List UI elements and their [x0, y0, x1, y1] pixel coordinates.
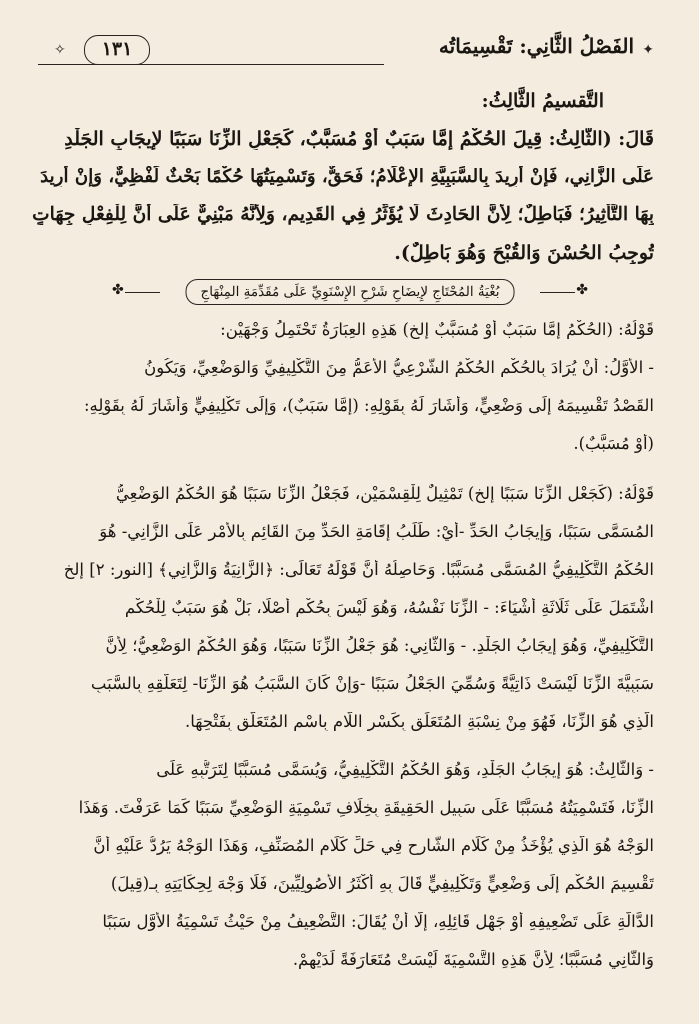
commentary-line: تَقْسِيمَ الحُكْمِ إِلَى وَضْعِيٍّ وَتَكْلِيفِيٍّ قَالَ بِهِ أَكْثَرُ الأُصُولِيِّينَ، فَلَا وَجْهَ لِحِكَايَتِهِ بِـ(قِيلَ) — [110, 874, 654, 893]
commentary-line: القَصْدُ تَقْسِيمَهُ إِلَى وَضْعِيٍّ، وَأَشَارَ لَهُ بِقَوْلِهِ: (إِمَّا سَبَبٌ)، وَإِلَى تَكْلِيفِيٍّ وَأَشَارَ لَهُ بِقَوْلِهِ: — [83, 396, 654, 415]
section-heading: التَّقسيمُ الثَّالِثُ: — [481, 90, 604, 112]
matn-line: عَلَى الزَّانِي، فَإِنْ أُرِيدَ بِالسَّبَبِيَّةِ الإِعْلَامُ؛ فَحَقٌّ، وَتَسْمِيَتُهَا حُكْمًا بَحْثٌ لَفْظِيٌّ، وَإِنْ أُرِيدَ — [40, 166, 654, 187]
matn-line: تُوجِبُ الحُسْنَ وَالقُبْحَ وَهُوَ بَاطِلٌ). — [394, 242, 654, 264]
commentary-line: سَبَبِيَّةَ الزِّنَا لَيْسَتْ ذَاتِيَّةً وَسُمِّيَ الجَعْلُ سَبَبًا -وَإِنْ كَانَ السَّبَبُ هُوَ الزِّنَا- لِتَعَلُّقِهِ بِالسَّبَبِ — [90, 674, 654, 693]
ornament-icon: ✤ — [576, 282, 588, 298]
commentary-line: قَوْلُهُ: (الحُكْمُ إِمَّا سَبَبٌ أَوْ مُسَبَّبٌ إلخ) هَذِهِ العِبَارَةُ تَحْتَمِلُ وَجْهَيْنِ: — [220, 320, 654, 339]
ornament-icon: ✧ — [54, 42, 66, 58]
commentary-line: (أَوْ مُسَبَّبٌ). — [573, 434, 654, 453]
commentary-line: المُسَمَّى سَبَبًا، وَإِيجَابُ الحَدِّ -أَيْ: طَلَبُ إِقَامَةِ الحَدِّ مِنَ القَائِمِ بِالأَمْرِ عَلَى الزَّانِي- هُوَ — [99, 522, 654, 541]
divider-rule — [125, 292, 160, 293]
commentary-line: قَوْلُهُ: (كَجَعْلِ الزِّنَا سَبَبًا إلخ) تَمْثِيلٌ لِلْقِسْمَيْنِ، فَجَعْلُ الزِّنَا سَبَبًا هُوَ الحُكْمُ الوَضْعِيُّ — [115, 484, 654, 503]
commentary-line: الدَّالَّةِ عَلَى تَضْعِيفِهِ أَوْ جَهْلِ قَائِلِهِ، إِلَّا أَنْ يُقَالَ: التَّضْعِيفُ مِنْ حَيْثُ تَسْمِيَةُ الأَوَّلِ سَبَبًا — [102, 912, 654, 931]
commentary-divider — [112, 279, 588, 307]
divider-rule — [540, 292, 575, 293]
commentary-line: التَّكْلِيفِيِّ، وَهُوَ إِيجَابُ الجَلْدِ. - وَالثَّانِي: هُوَ جَعْلُ الزِّنَا سَبَبًا، وَهُوَ الحُكْمُ الوَضْعِيُّ؛ لِأَنَّ — [105, 636, 654, 655]
commentary-line: الزِّنَا، فَتَسْمِيَتُهُ مُسَبَّبًا عَلَى سَبِيلِ الحَقِيقَةِ بِخِلَافِ تَسْمِيَةِ الوَضْعِيِّ سَبَبًا كَمَا عَرَفْتَ. وَهَذَا — [78, 798, 654, 817]
header-rule — [38, 64, 384, 65]
commentary-line: وَالثَّانِي مُسَبَّبًا؛ لِأَنَّ هَذِهِ التَّسْمِيَةَ لَيْسَتْ مُتَعَارَفَةً لَدَيْهِمْ. — [292, 950, 654, 969]
page-number: ١٣١ — [84, 35, 150, 65]
chapter-title: الفَصْلُ الثَّانِي: تَقْسِيمَاتُه — [438, 34, 634, 58]
ornament-icon: ✤ — [112, 282, 124, 298]
commentary-line: - وَالثَّالِثُ: هُوَ إِيجَابُ الجَلْدِ، وَهُوَ الحُكْمُ التَّكْلِيفِيُّ، وَيُسَمَّى مُسَبَّبًا لِتَرَتُّبِهِ عَلَى — [156, 760, 654, 779]
commentary-line: الوَجْهُ هُوَ الَّذِي يُؤْخَذُ مِنْ كَلَامِ الشَّارِحِ فِي حَلِّ كَلَامِ المُصَنِّفِ، وَهَذَا الوَجْهُ يَرُدُّ عَلَيْهِ أَنَّ — [93, 836, 654, 855]
commentary-line: - الأَوَّلُ: أَنْ يُرَادَ بِالحُكْمِ الحُكْمُ الشَّرْعِيُّ الأَعَمُّ مِنَ التَّكْلِيفِيِّ وَالوَضْعِيِّ، وَيَكُونُ — [144, 358, 654, 377]
matn-line: بِهَا التَّأْثِيرُ؛ فَبَاطِلٌ؛ لِأَنَّ الحَادِثَ لَا يُؤَثِّرُ فِي القَدِيمِ، وَلِأَنَّهُ مَبْنِيٌّ عَلَى أَنَّ لِلْفِعْلِ جِهَاتٍ — [32, 204, 654, 225]
commentary-line: الحُكْمُ التَّكْلِيفِيُّ المُسَمَّى مُسَبَّبًا. وَحَاصِلُهُ أَنَّ قَوْلَهُ تَعَالَى: ﴿الزَّانِيَةُ وَالزَّانِي﴾ [النور: ٢] إلخ — [63, 560, 654, 579]
commentary-title: بُغْيَةُ المُحْتَاجِ لإِيضَاحِ شَرْحِ الإِسْنَوِيِّ عَلَى مُقَدِّمَةِ المِنْهَاجِ — [186, 279, 515, 305]
commentary-line: اشْتَمَلَ عَلَى ثَلَاثَةِ أَشْيَاءَ: - الزِّنَا نَفْسُهُ، وَهُوَ لَيْسَ بِحُكْمٍ أَصْلًا، بَلْ هُوَ سَبَبٌ لِلْحُكْمِ — [124, 598, 654, 617]
matn-line: قَالَ: (الثَّالِثُ: قِيلَ الحُكْمُ إِمَّا سَبَبٌ أَوْ مُسَبَّبٌ، كَجَعْلِ الزِّنَا سَبَبًا لإِيجَابِ الجَلْدِ — [64, 128, 654, 150]
ornament-icon: ✦ — [642, 42, 654, 58]
running-header — [38, 22, 654, 72]
commentary-line: الَّذِي هُوَ الزِّنَا، فَهُوَ مِنْ نِسْبَةِ المُتَعَلِّقِ بِكَسْرِ اللَّامِ بِاسْمِ المُتَعَلَّقِ بِفَتْحِهَا. — [184, 712, 654, 731]
